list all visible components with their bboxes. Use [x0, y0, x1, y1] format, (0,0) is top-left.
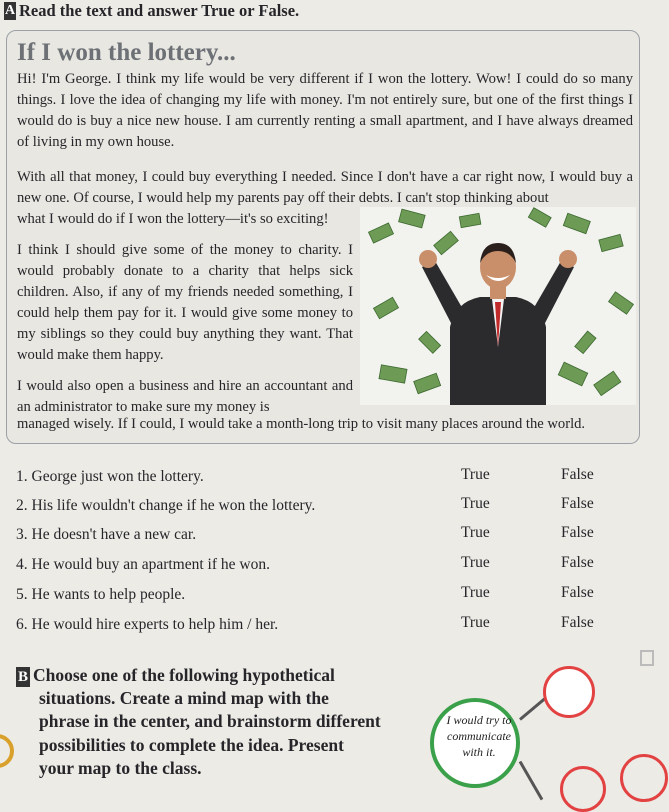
question-text: 6. He would hire experts to help him / her. [16, 616, 279, 633]
section-b-line-text: Choose one of the following hypothetical [33, 665, 335, 685]
section-b-line: phrase in the center, and brainstorm different [39, 711, 381, 732]
mind-map-connector [519, 761, 544, 801]
mind-map-center-text [430, 712, 528, 760]
false-option[interactable]: False [561, 554, 594, 571]
true-option[interactable]: True [461, 584, 490, 601]
section-b-badge: B [17, 669, 28, 685]
false-option[interactable]: False [561, 466, 594, 483]
paragraph-2-text: With all that money, I could buy everything I needed. Since I don't have a car right now, I would buy a new one. Of course, I would help my parents pay off their debts. I can't stop thinking about [17, 169, 633, 206]
section-b-line: your map to the class. [39, 757, 202, 778]
paragraph-4-ending: managed wisely. If I could, I would take a month-long trip to visit many places around the world. [17, 416, 586, 432]
question-text: 5. He wants to help people. [16, 586, 186, 603]
true-option[interactable]: True [461, 466, 490, 483]
section-b-instruction [8, 664, 428, 780]
false-option[interactable]: False [561, 524, 594, 541]
question-text: 1. George just won the lottery. [16, 468, 204, 485]
reading-box [6, 30, 640, 444]
true-option[interactable]: True [461, 495, 490, 512]
section-a-badge: A [4, 3, 16, 18]
false-option[interactable]: False [561, 614, 594, 631]
section-b-line: possibilities to complete the idea. Present [39, 734, 344, 755]
mind-map-line: with it. [462, 745, 496, 759]
true-option[interactable]: True [461, 614, 490, 631]
false-option[interactable]: False [561, 584, 594, 601]
true-option[interactable]: True [461, 524, 490, 541]
question-row [0, 584, 669, 610]
paragraph-4: I would also open a business and hire an accountant and an administrator to make sure my money is [17, 378, 353, 415]
question-row [0, 524, 669, 550]
question-row [0, 554, 669, 580]
false-option[interactable]: False [561, 495, 594, 512]
question-text: 4. He would buy an apartment if he won. [16, 556, 270, 573]
question-row [0, 466, 669, 492]
section-a-instruction: Read the text and answer True or False. [19, 1, 300, 20]
question-text: 2. His life wouldn't change if he won the lottery. [16, 497, 316, 514]
paragraph-2-ending: what I would do if I won the lottery—it's so exciting! [17, 211, 329, 227]
mind-map-node [620, 754, 668, 802]
section-a-header [0, 0, 299, 22]
reading-title: If I won the lottery... [17, 39, 236, 66]
mind-map-line: communicate [447, 729, 511, 743]
section-b-line [8, 664, 428, 687]
mind-map-node [560, 766, 606, 812]
mind-map-line: I would try to [446, 713, 512, 727]
decorative-square [640, 650, 654, 666]
paragraph-3: I think I should give some of the money to charity. I would probably donate to a charity that helps sick children. Also, if any of my friends needed something, I could help them pay for it. I would give some money to my siblings so they could buy anything they want. That would make them happy. [17, 242, 353, 363]
question-row [0, 614, 669, 640]
mind-map-node [543, 666, 595, 718]
question-row [0, 495, 669, 521]
question-text: 3. He doesn't have a new car. [16, 526, 197, 543]
paragraph-1: Hi! I'm George. I think my life would be very different if I won the lottery. Wow! I could do so many things. I love the idea of changing my life with money. I'm not entirely sure, but one of the first things I would do is buy a nice new house. I am currently renting a small apartment, and I have always dreamed of living in my own house. [17, 71, 633, 150]
lottery-winner-photo [360, 207, 636, 405]
true-option[interactable]: True [461, 554, 490, 571]
section-b-line: situations. Create a mind map with the [39, 688, 329, 709]
